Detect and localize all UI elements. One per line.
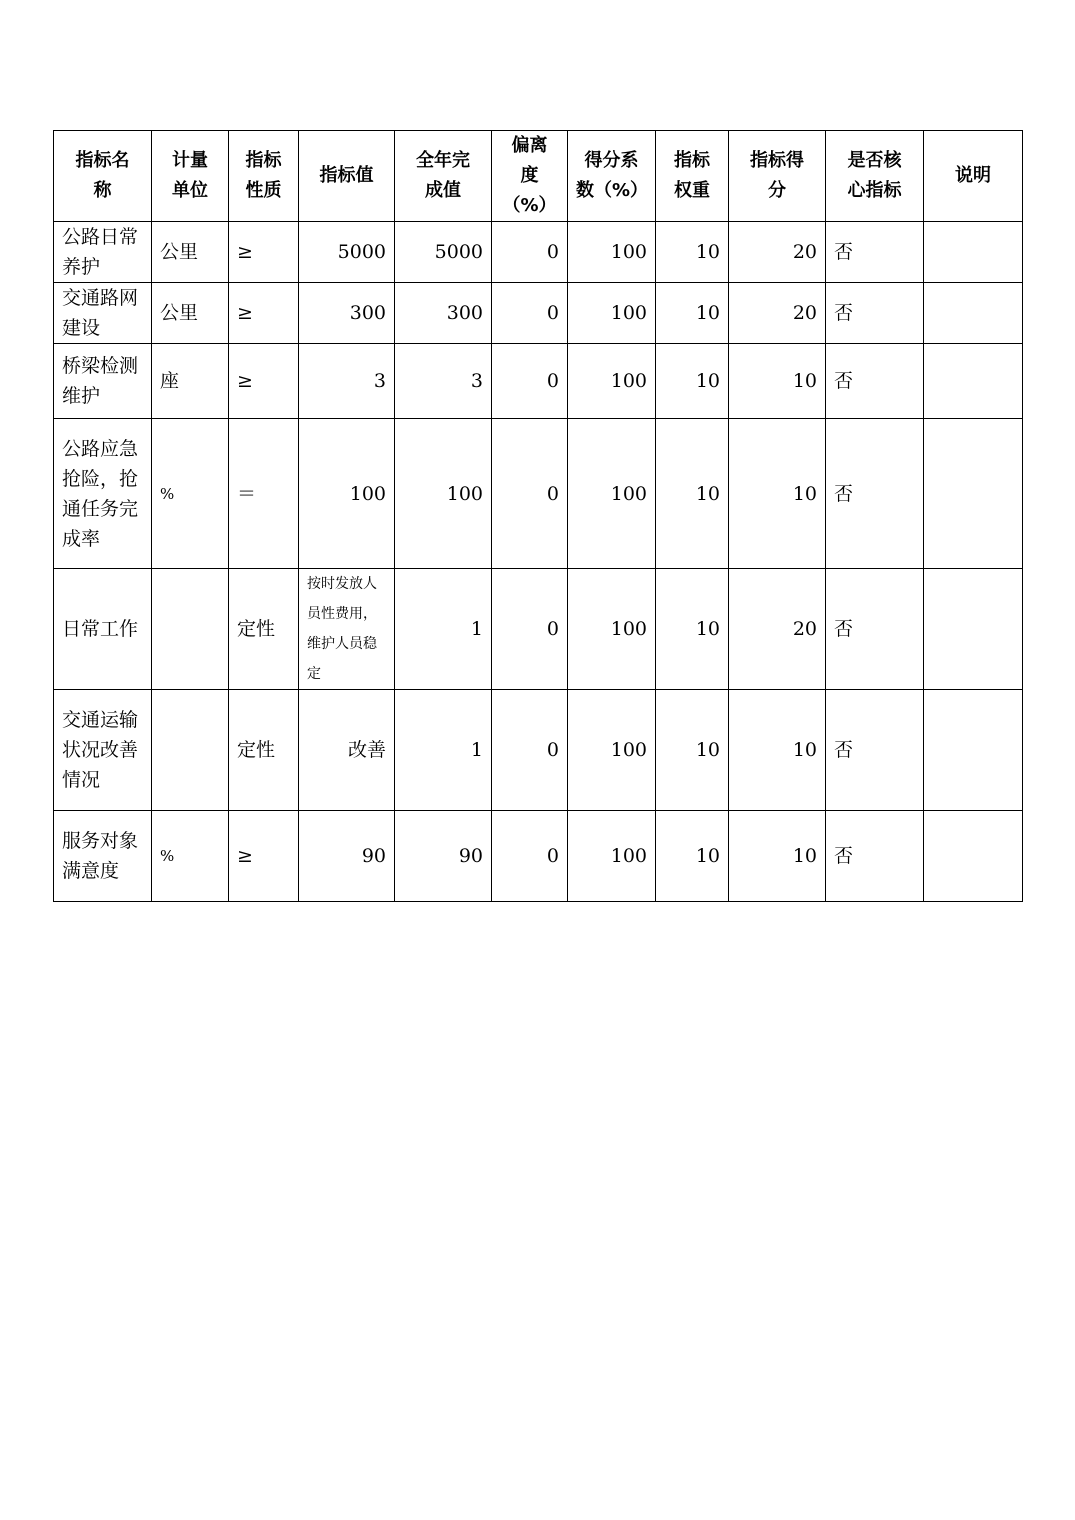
- cell-score: 20: [729, 222, 826, 283]
- header-weight: 指标 权重: [656, 131, 729, 222]
- cell-value: 3: [299, 344, 395, 419]
- cell-nature: ≥: [229, 344, 299, 419]
- table-row: [54, 344, 1023, 419]
- cell-coef: 100: [568, 222, 656, 283]
- cell-deviation: 0: [492, 283, 568, 344]
- cell-name: 交通运输状况改善情况: [54, 690, 152, 811]
- cell-actual: 300: [395, 283, 492, 344]
- cell-score: 10: [729, 419, 826, 569]
- cell-value: 按时发放人员性费用，维护人员稳定: [299, 569, 395, 690]
- header-note: 说明: [924, 131, 1023, 222]
- cell-core: 否: [826, 222, 924, 283]
- table-row: [54, 283, 1023, 344]
- header-actual-value: 全年完 成值: [395, 131, 492, 222]
- cell-value: 100: [299, 419, 395, 569]
- cell-score: 10: [729, 690, 826, 811]
- cell-unit: [152, 690, 229, 811]
- cell-weight: 10: [656, 283, 729, 344]
- cell-unit: %: [152, 811, 229, 902]
- cell-nature: 定性: [229, 569, 299, 690]
- cell-coef: 100: [568, 283, 656, 344]
- cell-nature: 定性: [229, 690, 299, 811]
- cell-name: 公路日常养护: [54, 222, 152, 283]
- cell-nature: ≥: [229, 811, 299, 902]
- cell-note: [924, 569, 1023, 690]
- table-row: [54, 222, 1023, 283]
- cell-unit: 座: [152, 344, 229, 419]
- cell-name: 桥梁检测维护: [54, 344, 152, 419]
- cell-core: 否: [826, 690, 924, 811]
- cell-value: 5000: [299, 222, 395, 283]
- cell-nature: ≥: [229, 283, 299, 344]
- cell-core: 否: [826, 569, 924, 690]
- cell-deviation: 0: [492, 222, 568, 283]
- cell-score: 20: [729, 283, 826, 344]
- cell-note: [924, 811, 1023, 902]
- cell-weight: 10: [656, 222, 729, 283]
- cell-name: 日常工作: [54, 569, 152, 690]
- cell-name: 服务对象满意度: [54, 811, 152, 902]
- header-score: 指标得 分: [729, 131, 826, 222]
- header-indicator-name: 指标名 称: [54, 131, 152, 222]
- header-score-coefficient: 得分系 数（%）: [568, 131, 656, 222]
- cell-value: 90: [299, 811, 395, 902]
- cell-nature: ＝: [229, 419, 299, 569]
- cell-core: 否: [826, 419, 924, 569]
- cell-deviation: 0: [492, 344, 568, 419]
- header-row: [54, 131, 1023, 222]
- cell-core: 否: [826, 811, 924, 902]
- table-row: [54, 569, 1023, 690]
- cell-weight: 10: [656, 569, 729, 690]
- cell-core: 否: [826, 344, 924, 419]
- cell-deviation: 0: [492, 419, 568, 569]
- cell-actual: 5000: [395, 222, 492, 283]
- cell-unit: %: [152, 419, 229, 569]
- cell-deviation: 0: [492, 569, 568, 690]
- cell-unit: [152, 569, 229, 690]
- cell-core: 否: [826, 283, 924, 344]
- cell-weight: 10: [656, 344, 729, 419]
- cell-actual: 100: [395, 419, 492, 569]
- cell-weight: 10: [656, 419, 729, 569]
- header-target-value: 指标值: [299, 131, 395, 222]
- cell-unit: 公里: [152, 283, 229, 344]
- cell-name: 公路应急抢险，抢通任务完成率: [54, 419, 152, 569]
- cell-note: [924, 419, 1023, 569]
- header-unit: 计量 单位: [152, 131, 229, 222]
- cell-score: 10: [729, 811, 826, 902]
- cell-note: [924, 283, 1023, 344]
- cell-actual: 1: [395, 690, 492, 811]
- cell-note: [924, 690, 1023, 811]
- table-row: [54, 690, 1023, 811]
- performance-indicator-table: [53, 130, 1023, 902]
- cell-coef: 100: [568, 811, 656, 902]
- cell-score: 20: [729, 569, 826, 690]
- table-row: [54, 811, 1023, 902]
- cell-coef: 100: [568, 419, 656, 569]
- cell-unit: 公里: [152, 222, 229, 283]
- cell-note: [924, 344, 1023, 419]
- header-nature: 指标 性质: [229, 131, 299, 222]
- cell-weight: 10: [656, 811, 729, 902]
- cell-value: 300: [299, 283, 395, 344]
- cell-value: 改善: [299, 690, 395, 811]
- cell-weight: 10: [656, 690, 729, 811]
- cell-deviation: 0: [492, 811, 568, 902]
- cell-name: 交通路网建设: [54, 283, 152, 344]
- cell-coef: 100: [568, 344, 656, 419]
- cell-nature: ≥: [229, 222, 299, 283]
- cell-actual: 90: [395, 811, 492, 902]
- header-core-indicator: 是否核 心指标: [826, 131, 924, 222]
- cell-coef: 100: [568, 569, 656, 690]
- cell-note: [924, 222, 1023, 283]
- cell-score: 10: [729, 344, 826, 419]
- cell-coef: 100: [568, 690, 656, 811]
- cell-actual: 3: [395, 344, 492, 419]
- table-row: [54, 419, 1023, 569]
- cell-actual: 1: [395, 569, 492, 690]
- header-deviation: 偏离 度（%）: [492, 131, 568, 222]
- cell-deviation: 0: [492, 690, 568, 811]
